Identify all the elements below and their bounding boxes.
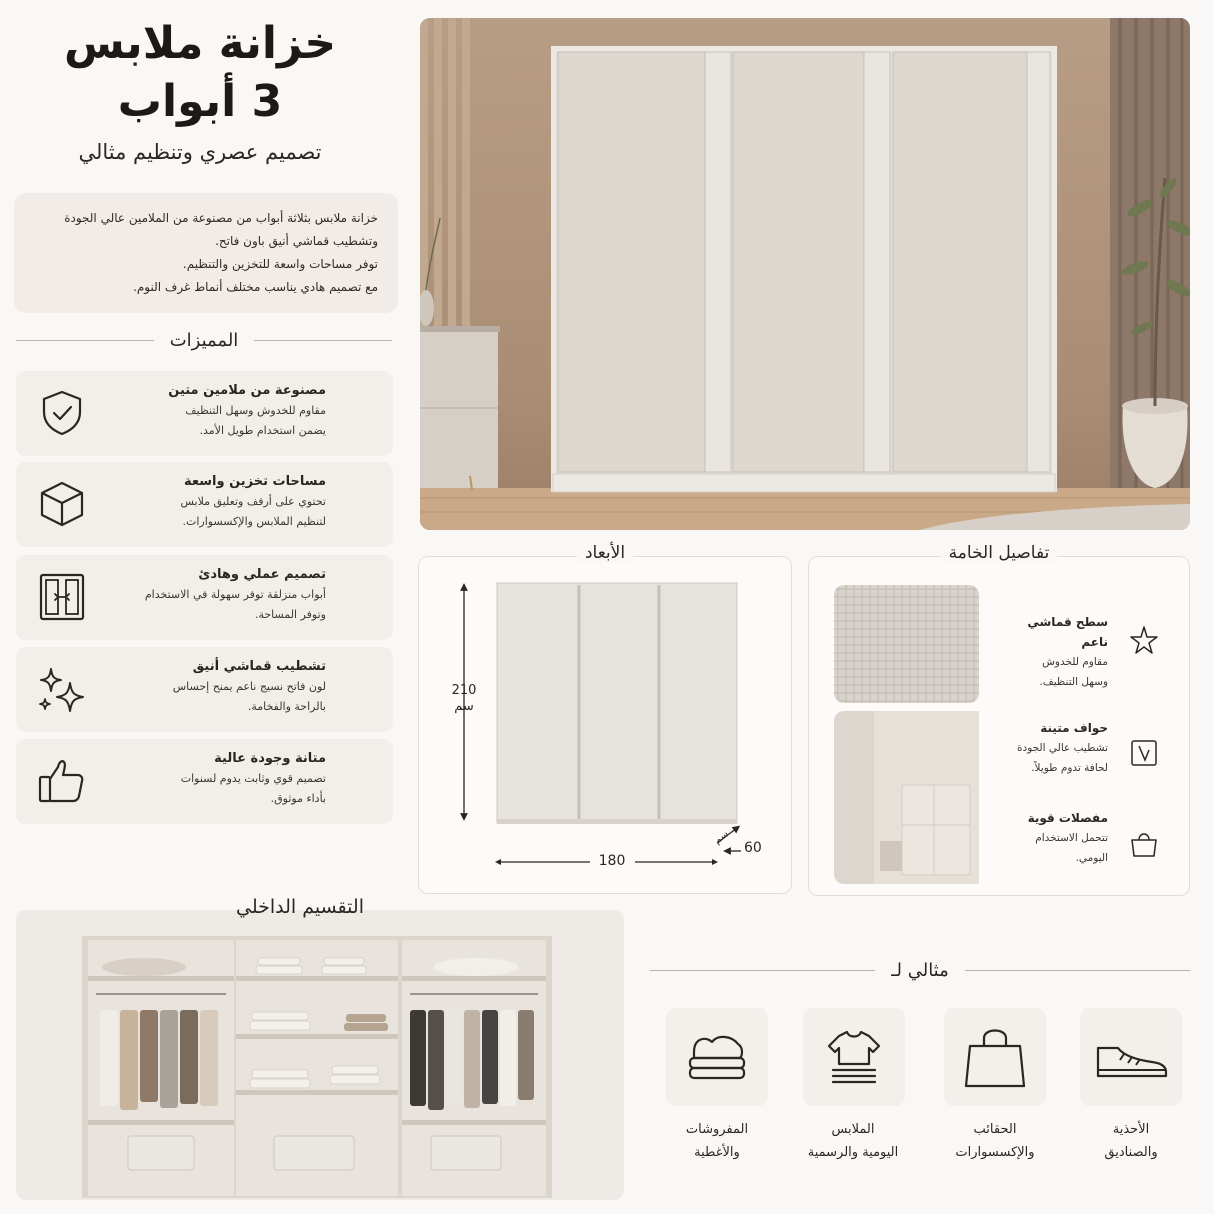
material-photos bbox=[834, 585, 980, 885]
interior-heading: التقسيم الداخلي bbox=[236, 896, 364, 918]
use-label-line-1: الأحذية bbox=[1112, 1122, 1150, 1137]
use-label-line-2: والصناديق bbox=[1104, 1145, 1158, 1160]
divider bbox=[965, 970, 1190, 971]
material-line: مقاوم للخدوش bbox=[1042, 656, 1108, 668]
feature-card bbox=[16, 555, 393, 640]
dimensions-heading-wrap bbox=[418, 543, 792, 563]
use-label-line-1: المفروشات bbox=[685, 1122, 749, 1137]
material-line: وسهل التنظيف. bbox=[1039, 676, 1108, 688]
ideal-for-heading: مثالي لـ bbox=[891, 960, 949, 981]
use-label-line-1: الحقائب bbox=[973, 1122, 1017, 1137]
material-item bbox=[998, 808, 1108, 868]
feature-line: تصميم قوي وثابت يدوم لسنوات bbox=[180, 772, 326, 785]
cube-icon bbox=[36, 478, 88, 530]
use-label-line-2: والإكسسوارات bbox=[955, 1145, 1035, 1160]
material-heading-wrap bbox=[808, 543, 1190, 563]
wardrobe-interior-illustration bbox=[16, 910, 624, 1200]
use-label-line-2: والأغطية bbox=[694, 1145, 740, 1160]
material-line: تتحمل الاستخدام bbox=[1035, 832, 1108, 844]
depth-unit: سم bbox=[712, 828, 731, 847]
feature-card bbox=[16, 647, 393, 732]
height-value: 210 bbox=[451, 683, 477, 698]
depth-value: 60 bbox=[744, 840, 762, 856]
material-line: تشطيب عالي الجودة bbox=[1017, 742, 1108, 754]
use-label-line-1: الملابس bbox=[831, 1122, 875, 1137]
feature-card bbox=[16, 739, 393, 824]
use-card bbox=[944, 1008, 1046, 1106]
product-subtitle: تصميم عصري وتنظيم مثالي bbox=[78, 140, 322, 164]
material-title: سطح قماشي ناعم bbox=[1027, 615, 1108, 649]
use-card bbox=[803, 1008, 905, 1106]
fabric-surface-icon bbox=[1127, 624, 1161, 658]
feature-line: بأداء موثوق. bbox=[270, 792, 326, 805]
feature-line: تحتوي على أرفف وتعليق ملابس bbox=[180, 495, 326, 508]
feature-title: مصنوعة من ملامين متين bbox=[168, 383, 326, 398]
feature-line: لتنظيم الملابس والإكسسوارات. bbox=[182, 515, 326, 528]
description-line: توفر مساحات واسعة للتخزين والتنظيم. bbox=[182, 257, 378, 271]
use-label bbox=[642, 1118, 792, 1164]
feature-title: متانة وجودة عالية bbox=[214, 751, 326, 766]
feature-card bbox=[16, 371, 393, 456]
material-title: مفصلات قوية bbox=[1027, 811, 1108, 825]
fabric-closeup-photo bbox=[834, 585, 979, 703]
sparkles-icon bbox=[36, 663, 88, 715]
feature-line: مقاوم للخدوش وسهل التنظيف bbox=[185, 404, 326, 417]
material-line: اليومي. bbox=[1075, 852, 1108, 864]
material-line: لحافة تدوم طويلاً. bbox=[1031, 762, 1108, 774]
hinge-icon bbox=[1127, 826, 1161, 860]
feature-line: لون فاتح نسيج ناعم يمنح إحساس bbox=[172, 680, 326, 693]
dimensions-heading: الأبعاد bbox=[577, 543, 633, 563]
use-label bbox=[1056, 1118, 1206, 1164]
material-item bbox=[998, 612, 1108, 692]
feature-title: مساحات تخزين واسعة bbox=[184, 474, 326, 489]
height-unit: سم bbox=[454, 699, 474, 714]
material-item bbox=[998, 718, 1108, 778]
feature-line: يضمن استخدام طويل الأمد. bbox=[199, 424, 326, 437]
description-line: خزانة ملابس بثلاثة أبواب من مصنوعة من الملامين عالي الجودة bbox=[64, 211, 378, 225]
feature-title: تشطيب قماشي أنيق bbox=[192, 659, 326, 674]
feature-line: وتوفر المساحة. bbox=[254, 608, 326, 621]
divider bbox=[254, 340, 392, 341]
use-label bbox=[778, 1118, 928, 1164]
features-heading: المميزات bbox=[169, 330, 239, 351]
hero-photo bbox=[420, 18, 1190, 530]
ideal-for-heading-row bbox=[650, 960, 1190, 981]
use-card bbox=[666, 1008, 768, 1106]
shield-check-icon bbox=[36, 387, 88, 439]
material-heading: تفاصيل الخامة bbox=[941, 543, 1058, 563]
folded-linens-icon bbox=[666, 1008, 768, 1106]
feature-line: أبواب منزلقة توفر سهولة في الاستخدام bbox=[144, 588, 326, 601]
shoe-icon bbox=[1080, 1008, 1182, 1106]
divider bbox=[16, 340, 154, 341]
feature-title: تصميم عملي وهادئ bbox=[198, 567, 326, 582]
description-line: مع تصميم هادي يناسب مختلف أنماط غرف النوم. bbox=[133, 280, 378, 294]
product-title-line-1: خزانة ملابس bbox=[63, 18, 337, 69]
handbag-icon bbox=[944, 1008, 1046, 1106]
features-heading-row bbox=[16, 330, 392, 351]
use-label-line-2: اليومية والرسمية bbox=[807, 1145, 899, 1160]
description-box bbox=[14, 193, 398, 313]
edge-icon bbox=[1127, 736, 1161, 770]
product-title-line-2: 3 أبواب bbox=[117, 76, 283, 127]
thumbs-up-icon bbox=[36, 755, 88, 807]
feature-card bbox=[16, 462, 393, 547]
interior-panel bbox=[16, 910, 624, 1200]
use-label bbox=[920, 1118, 1070, 1164]
wardrobe-room-illustration bbox=[420, 18, 1190, 530]
divider bbox=[650, 970, 875, 971]
description-line: وتشطيب قماشي أنيق باون فاتح. bbox=[215, 234, 378, 248]
width-value: 180 bbox=[598, 853, 626, 869]
height-label bbox=[448, 683, 480, 715]
feature-line: بالراحة والفخامة. bbox=[247, 700, 326, 713]
use-card bbox=[1080, 1008, 1182, 1106]
shirt-stack-icon bbox=[803, 1008, 905, 1106]
material-title: حواف متينة bbox=[1040, 721, 1108, 735]
sliding-door-icon bbox=[36, 571, 88, 623]
